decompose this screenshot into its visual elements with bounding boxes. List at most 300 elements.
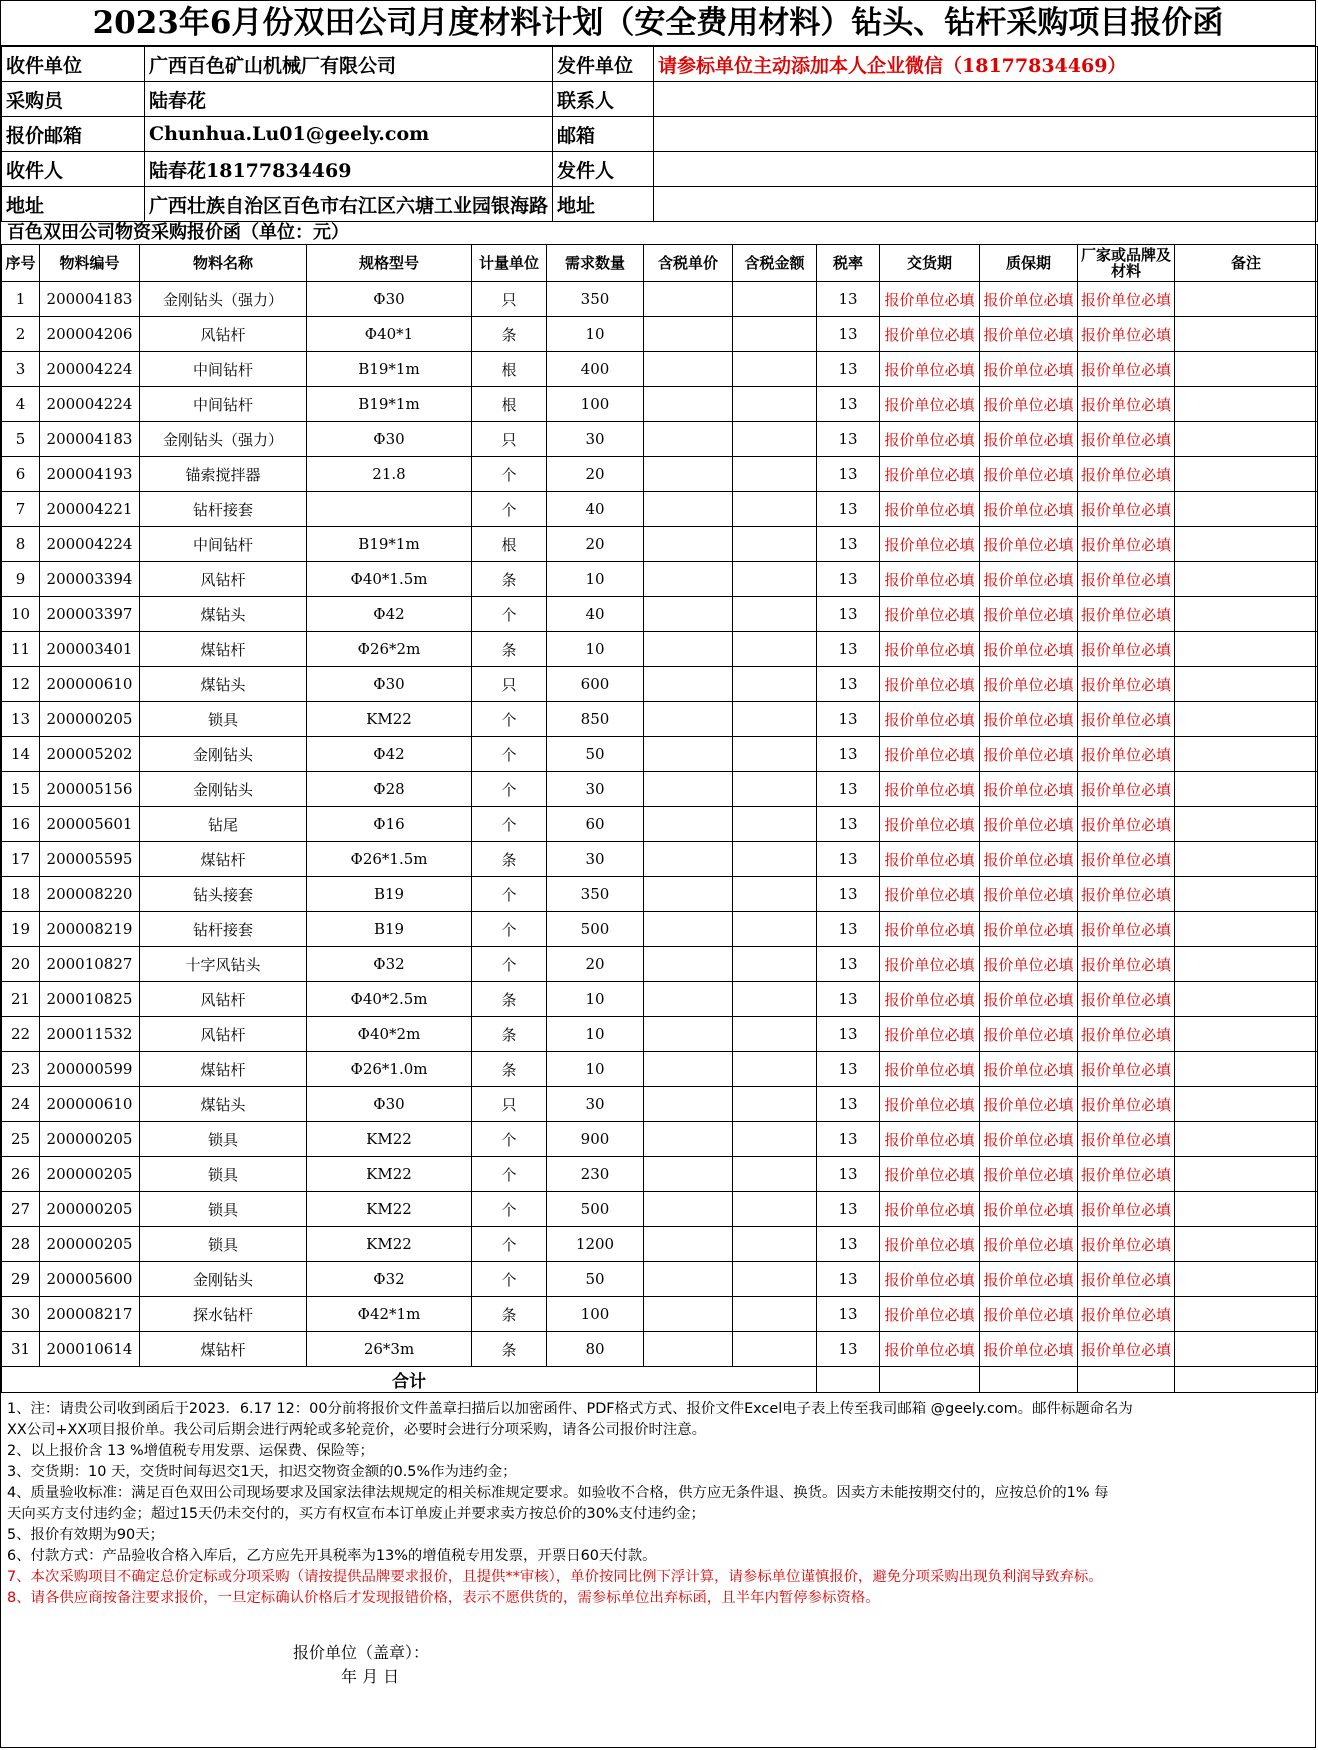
table-cell[interactable]: 报价单位必填 [1078, 1227, 1175, 1262]
table-cell: 13 [817, 1262, 880, 1297]
table-cell[interactable]: 报价单位必填 [1078, 1157, 1175, 1192]
table-cell[interactable] [1175, 1087, 1318, 1122]
table-cell[interactable] [733, 317, 817, 352]
table-cell: 500 [547, 1192, 644, 1227]
table-cell: 13 [817, 527, 880, 562]
table-cell[interactable] [644, 1017, 733, 1052]
table-cell[interactable] [1175, 1297, 1318, 1332]
table-cell[interactable] [1175, 807, 1318, 842]
table-cell: 26 [2, 1157, 40, 1192]
table-cell: 风钻杆 [140, 982, 307, 1017]
table-cell: 10 [547, 317, 644, 352]
table-cell: 锁具 [140, 702, 307, 737]
table-cell[interactable] [733, 1297, 817, 1332]
table-cell[interactable]: 报价单位必填 [980, 877, 1078, 912]
table-cell: 200005595 [40, 842, 140, 877]
table-cell: 30 [547, 772, 644, 807]
table-row [2, 702, 1318, 737]
table-cell[interactable] [1175, 947, 1318, 982]
table-cell[interactable]: 报价单位必填 [980, 807, 1078, 842]
table-cell[interactable] [733, 667, 817, 702]
note-line: 5、报价有效期为90天； [7, 1527, 164, 1543]
table-row [2, 1227, 1318, 1262]
table-cell[interactable]: 报价单位必填 [1078, 422, 1175, 457]
table-cell[interactable] [733, 457, 817, 492]
table-cell[interactable]: 报价单位必填 [1078, 737, 1175, 772]
table-cell[interactable] [1175, 982, 1318, 1017]
table-cell[interactable] [733, 387, 817, 422]
table-cell[interactable]: 报价单位必填 [980, 1157, 1078, 1192]
table-cell[interactable] [644, 772, 733, 807]
table-cell[interactable] [644, 702, 733, 737]
table-cell: 条 [472, 632, 547, 667]
table-cell[interactable]: 报价单位必填 [880, 1087, 980, 1122]
table-cell[interactable] [733, 1192, 817, 1227]
table-cell[interactable] [1175, 352, 1318, 387]
table-cell[interactable]: 报价单位必填 [1078, 982, 1175, 1017]
table-cell[interactable] [644, 527, 733, 562]
buyer-value: 陆春花 [145, 82, 553, 117]
table-cell[interactable] [733, 842, 817, 877]
table-cell[interactable] [644, 842, 733, 877]
table-cell[interactable]: 报价单位必填 [1078, 1192, 1175, 1227]
recipient-unit-label: 收件单位 [2, 47, 145, 82]
table-cell: 16 [2, 807, 40, 842]
table-cell: 只 [472, 422, 547, 457]
table-cell[interactable] [1175, 1262, 1318, 1297]
table-cell[interactable] [733, 1052, 817, 1087]
buyer-label: 采购员 [2, 82, 145, 117]
table-cell: 200000599 [40, 1052, 140, 1087]
table-cell[interactable]: 报价单位必填 [880, 877, 980, 912]
table-cell[interactable] [1175, 1017, 1318, 1052]
table-cell: 21 [2, 982, 40, 1017]
table-cell: 200010827 [40, 947, 140, 982]
table-cell[interactable]: 报价单位必填 [1078, 772, 1175, 807]
table-cell[interactable] [644, 737, 733, 772]
table-cell[interactable]: 报价单位必填 [980, 352, 1078, 387]
table-row [2, 1192, 1318, 1227]
table-cell[interactable] [733, 1227, 817, 1262]
table-cell: 风钻杆 [140, 1017, 307, 1052]
table-row [2, 737, 1318, 772]
table-cell[interactable] [1175, 422, 1318, 457]
table-cell[interactable]: 报价单位必填 [1078, 912, 1175, 947]
table-cell: B19*1m [307, 352, 472, 387]
table-cell[interactable]: 报价单位必填 [880, 1262, 980, 1297]
table-cell: Φ32 [307, 947, 472, 982]
table-cell[interactable] [1175, 912, 1318, 947]
table-cell[interactable] [644, 352, 733, 387]
table-cell: 煤钻杆 [140, 1052, 307, 1087]
table-cell[interactable] [1175, 597, 1318, 632]
table-cell[interactable] [733, 877, 817, 912]
note-line: 2、以上报价含 13 %增值税专用发票、运保费、保险等； [7, 1443, 374, 1459]
table-cell: 1 [2, 282, 40, 317]
table-cell[interactable]: 报价单位必填 [1078, 457, 1175, 492]
table-cell: Φ26*2m [307, 632, 472, 667]
table-cell[interactable] [644, 457, 733, 492]
table-cell[interactable]: 报价单位必填 [980, 1122, 1078, 1157]
table-cell[interactable] [733, 1087, 817, 1122]
table-cell: 条 [472, 982, 547, 1017]
table-cell: 50 [547, 737, 644, 772]
table-cell[interactable] [1175, 527, 1318, 562]
header-info-table [1, 46, 1318, 222]
note-line: XX公司+XX项目报价单。我公司后期会进行两轮或多轮竞价，必要时会进行分项采购，请各公司报价时注意。 [7, 1422, 707, 1438]
table-cell[interactable] [644, 1087, 733, 1122]
table-cell[interactable]: 报价单位必填 [1078, 807, 1175, 842]
column-header: 物料编号 [40, 245, 140, 282]
table-cell[interactable]: 报价单位必填 [880, 1332, 980, 1367]
table-cell[interactable]: 报价单位必填 [880, 1297, 980, 1332]
table-cell: 个 [472, 877, 547, 912]
table-cell[interactable] [1175, 1332, 1318, 1367]
table-cell: 40 [547, 597, 644, 632]
table-cell: 13 [2, 702, 40, 737]
table-cell: 钻头接套 [140, 877, 307, 912]
table-cell[interactable]: 报价单位必填 [1078, 352, 1175, 387]
table-cell[interactable]: 报价单位必填 [1078, 1122, 1175, 1157]
table-cell[interactable] [1175, 317, 1318, 352]
table-cell: 个 [472, 492, 547, 527]
table-cell[interactable]: 报价单位必填 [980, 457, 1078, 492]
table-cell[interactable]: 报价单位必填 [1078, 667, 1175, 702]
table-cell[interactable]: 报价单位必填 [880, 1227, 980, 1262]
table-cell: 28 [2, 1227, 40, 1262]
date-label: 年 月 日 [341, 1667, 400, 1686]
column-header: 备注 [1175, 245, 1318, 282]
table-cell[interactable] [644, 387, 733, 422]
table-cell[interactable]: 报价单位必填 [880, 807, 980, 842]
table-cell: 根 [472, 352, 547, 387]
table-cell: 200000205 [40, 1157, 140, 1192]
table-cell[interactable] [644, 877, 733, 912]
table-cell: 200004183 [40, 422, 140, 457]
table-cell: 13 [817, 842, 880, 877]
table-cell: 金刚钻头（强力） [140, 282, 307, 317]
table-cell[interactable] [644, 912, 733, 947]
table-cell[interactable]: 报价单位必填 [1078, 947, 1175, 982]
table-cell: 条 [472, 1332, 547, 1367]
table-cell[interactable]: 报价单位必填 [980, 1332, 1078, 1367]
receiver-label: 收件人 [2, 152, 145, 187]
table-cell: 条 [472, 1297, 547, 1332]
table-cell[interactable] [1175, 772, 1318, 807]
table-cell: 13 [817, 877, 880, 912]
table-cell[interactable]: 报价单位必填 [880, 1017, 980, 1052]
table-row [2, 527, 1318, 562]
table-cell[interactable] [1175, 842, 1318, 877]
table-cell[interactable] [733, 1332, 817, 1367]
table-cell[interactable] [733, 702, 817, 737]
table-cell: 煤钻杆 [140, 1332, 307, 1367]
table-cell[interactable] [644, 317, 733, 352]
table-cell[interactable] [733, 772, 817, 807]
table-cell[interactable]: 报价单位必填 [1078, 282, 1175, 317]
table-cell: B19 [307, 912, 472, 947]
sender-unit-label: 发件单位 [553, 47, 654, 82]
table-cell[interactable]: 报价单位必填 [880, 632, 980, 667]
table-cell[interactable]: 报价单位必填 [880, 842, 980, 877]
contact-value [654, 82, 1318, 117]
table-cell[interactable]: 报价单位必填 [880, 1122, 980, 1157]
table-cell: 13 [817, 492, 880, 527]
table-cell[interactable]: 报价单位必填 [980, 702, 1078, 737]
table-cell[interactable] [1175, 737, 1318, 772]
table-cell[interactable]: 报价单位必填 [880, 352, 980, 387]
table-cell[interactable]: 报价单位必填 [880, 457, 980, 492]
table-cell[interactable]: 报价单位必填 [980, 387, 1078, 422]
table-cell[interactable] [733, 1122, 817, 1157]
table-cell: Φ30 [307, 667, 472, 702]
table-cell: 200003401 [40, 632, 140, 667]
table-cell[interactable]: 报价单位必填 [1078, 597, 1175, 632]
table-cell[interactable]: 报价单位必填 [880, 282, 980, 317]
table-cell: 10 [547, 1052, 644, 1087]
table-cell: 条 [472, 1017, 547, 1052]
table-cell[interactable] [1175, 492, 1318, 527]
table-cell: Φ30 [307, 282, 472, 317]
table-cell: 14 [2, 737, 40, 772]
table-cell[interactable]: 报价单位必填 [980, 317, 1078, 352]
table-cell[interactable]: 报价单位必填 [980, 947, 1078, 982]
table-cell[interactable]: 报价单位必填 [980, 527, 1078, 562]
table-cell[interactable] [733, 737, 817, 772]
table-cell: 锁具 [140, 1227, 307, 1262]
table-cell[interactable] [733, 282, 817, 317]
table-cell[interactable] [733, 1262, 817, 1297]
table-cell[interactable]: 报价单位必填 [1078, 1017, 1175, 1052]
table-cell[interactable] [1175, 387, 1318, 422]
table-cell[interactable]: 报价单位必填 [880, 1157, 980, 1192]
table-cell[interactable]: 报价单位必填 [1078, 632, 1175, 667]
table-cell[interactable]: 报价单位必填 [880, 1192, 980, 1227]
table-cell[interactable]: 报价单位必填 [880, 527, 980, 562]
table-cell: 3 [2, 352, 40, 387]
table-row [2, 1122, 1318, 1157]
table-cell[interactable] [644, 1157, 733, 1192]
table-cell[interactable]: 报价单位必填 [980, 1262, 1078, 1297]
note-line: 4、质量验收标准：满足百色双田公司现场要求及国家法律法规规定的相关标准规定要求。如验收不合格，供方应无条件退、换货。因卖方未能按期交付的，应按总价的1% 每 [7, 1485, 1109, 1501]
table-cell: 200008217 [40, 1297, 140, 1332]
table-cell[interactable]: 报价单位必填 [980, 562, 1078, 597]
table-cell: 钻杆接套 [140, 912, 307, 947]
table-cell[interactable] [644, 982, 733, 1017]
table-cell[interactable] [1175, 282, 1318, 317]
table-cell[interactable]: 报价单位必填 [980, 912, 1078, 947]
table-cell: 200010614 [40, 1332, 140, 1367]
table-cell[interactable] [733, 807, 817, 842]
table-cell: Φ42 [307, 737, 472, 772]
table-row [2, 597, 1318, 632]
table-cell[interactable] [644, 667, 733, 702]
table-cell[interactable]: 报价单位必填 [880, 562, 980, 597]
table-cell[interactable]: 报价单位必填 [980, 667, 1078, 702]
table-cell[interactable]: 报价单位必填 [1078, 702, 1175, 737]
table-cell[interactable] [733, 352, 817, 387]
table-cell[interactable]: 报价单位必填 [1078, 1297, 1175, 1332]
table-cell[interactable]: 报价单位必填 [1078, 1087, 1175, 1122]
table-cell[interactable] [733, 422, 817, 457]
table-cell[interactable]: 报价单位必填 [880, 667, 980, 702]
table-cell: 200005202 [40, 737, 140, 772]
table-cell[interactable]: 报价单位必填 [980, 422, 1078, 457]
table-cell[interactable]: 报价单位必填 [980, 737, 1078, 772]
table-cell: 21.8 [307, 457, 472, 492]
table-cell[interactable]: 报价单位必填 [1078, 527, 1175, 562]
table-cell: 19 [2, 912, 40, 947]
table-cell[interactable] [1175, 632, 1318, 667]
table-cell[interactable]: 报价单位必填 [880, 737, 980, 772]
table-cell[interactable]: 报价单位必填 [980, 632, 1078, 667]
table-cell: 8 [2, 527, 40, 562]
table-cell[interactable] [733, 527, 817, 562]
table-cell[interactable]: 报价单位必填 [980, 842, 1078, 877]
notes-section [1, 1393, 1315, 1609]
table-cell: 13 [817, 982, 880, 1017]
table-cell[interactable] [733, 632, 817, 667]
note-line: 8、请各供应商按备注要求报价，一旦定标确认价格后才发现报错价格，表示不愿供货的，需参标单位出弃标函，且半年内暂停参标资格。 [7, 1590, 880, 1606]
table-cell[interactable]: 报价单位必填 [1078, 1262, 1175, 1297]
quote-email-value: Chunhua.Lu01@geely.com [145, 117, 553, 152]
table-cell[interactable]: 报价单位必填 [980, 597, 1078, 632]
table-cell[interactable] [644, 807, 733, 842]
table-cell[interactable] [1175, 702, 1318, 737]
table-cell: Φ26*1.5m [307, 842, 472, 877]
table-cell: 风钻杆 [140, 562, 307, 597]
table-cell[interactable] [644, 492, 733, 527]
table-cell[interactable] [1175, 457, 1318, 492]
table-cell: 个 [472, 912, 547, 947]
table-cell[interactable] [644, 1332, 733, 1367]
table-cell[interactable]: 报价单位必填 [980, 1087, 1078, 1122]
table-cell[interactable] [644, 562, 733, 597]
table-cell[interactable]: 报价单位必填 [1078, 387, 1175, 422]
table-cell[interactable] [1175, 562, 1318, 597]
table-cell: Φ16 [307, 807, 472, 842]
table-cell[interactable]: 报价单位必填 [980, 492, 1078, 527]
table-cell: 探水钻杆 [140, 1297, 307, 1332]
table-cell[interactable] [1175, 1227, 1318, 1262]
table-cell[interactable] [733, 1017, 817, 1052]
table-cell: 29 [2, 1262, 40, 1297]
table-cell[interactable] [733, 492, 817, 527]
table-cell[interactable] [1175, 667, 1318, 702]
table-cell[interactable]: 报价单位必填 [980, 1052, 1078, 1087]
table-cell: 200000205 [40, 1227, 140, 1262]
table-cell[interactable] [1175, 1192, 1318, 1227]
table-cell: 13 [817, 807, 880, 842]
table-cell: 13 [817, 387, 880, 422]
table-row [2, 632, 1318, 667]
table-cell: 金刚钻头（强力） [140, 422, 307, 457]
table-cell[interactable]: 报价单位必填 [1078, 1332, 1175, 1367]
recipient-unit-value: 广西百色矿山机械厂有限公司 [145, 47, 553, 82]
table-cell[interactable]: 报价单位必填 [980, 1192, 1078, 1227]
table-cell[interactable] [644, 597, 733, 632]
table-cell[interactable]: 报价单位必填 [1078, 317, 1175, 352]
table-cell[interactable]: 报价单位必填 [880, 1052, 980, 1087]
table-cell[interactable] [644, 1297, 733, 1332]
table-cell[interactable]: 报价单位必填 [980, 1227, 1078, 1262]
table-row [2, 282, 1318, 317]
table-cell[interactable] [733, 912, 817, 947]
materials-table [1, 244, 1318, 1393]
receiver-value: 陆春花18177834469 [145, 152, 553, 187]
table-cell[interactable]: 报价单位必填 [880, 597, 980, 632]
table-cell[interactable] [733, 1157, 817, 1192]
table-cell[interactable] [644, 632, 733, 667]
table-cell[interactable] [644, 1122, 733, 1157]
table-cell[interactable]: 报价单位必填 [880, 422, 980, 457]
table-cell[interactable]: 报价单位必填 [1078, 492, 1175, 527]
table-header-row [2, 245, 1318, 282]
table-cell[interactable] [644, 1262, 733, 1297]
table-cell[interactable] [1175, 1122, 1318, 1157]
table-cell[interactable] [644, 422, 733, 457]
table-cell[interactable]: 报价单位必填 [880, 387, 980, 422]
note-line: 3、交货期：10 天，交货时间每迟交1天，扣迟交物资金额的0.5%作为违约金； [7, 1464, 517, 1480]
table-cell: 7 [2, 492, 40, 527]
table-cell[interactable] [1175, 1157, 1318, 1192]
table-cell[interactable] [644, 947, 733, 982]
table-cell[interactable]: 报价单位必填 [980, 772, 1078, 807]
table-cell: 个 [472, 1192, 547, 1227]
table-cell: 13 [817, 562, 880, 597]
table-cell[interactable] [733, 982, 817, 1017]
table-cell: Φ40*1.5m [307, 562, 472, 597]
table-cell[interactable] [644, 1052, 733, 1087]
table-cell[interactable]: 报价单位必填 [880, 947, 980, 982]
table-cell: 个 [472, 1157, 547, 1192]
table-cell[interactable] [733, 947, 817, 982]
table-row [2, 317, 1318, 352]
table-cell[interactable]: 报价单位必填 [880, 772, 980, 807]
table-cell[interactable]: 报价单位必填 [880, 912, 980, 947]
address2-value [654, 187, 1318, 222]
column-header: 需求数量 [547, 245, 644, 282]
table-cell[interactable]: 报价单位必填 [880, 317, 980, 352]
table-cell[interactable]: 报价单位必填 [980, 1017, 1078, 1052]
table-cell[interactable]: 报价单位必填 [1078, 842, 1175, 877]
table-cell: 中间钻杆 [140, 352, 307, 387]
column-header: 计量单位 [472, 245, 547, 282]
table-row [2, 982, 1318, 1017]
table-cell[interactable] [644, 1192, 733, 1227]
table-cell[interactable]: 报价单位必填 [880, 492, 980, 527]
table-cell[interactable]: 报价单位必填 [980, 282, 1078, 317]
table-cell: 只 [472, 1087, 547, 1122]
table-cell[interactable]: 报价单位必填 [1078, 562, 1175, 597]
table-cell[interactable] [733, 562, 817, 597]
table-row [2, 387, 1318, 422]
table-cell[interactable]: 报价单位必填 [980, 982, 1078, 1017]
table-cell[interactable] [1175, 877, 1318, 912]
table-cell[interactable]: 报价单位必填 [1078, 877, 1175, 912]
table-cell[interactable]: 报价单位必填 [1078, 1052, 1175, 1087]
table-cell[interactable]: 报价单位必填 [880, 702, 980, 737]
table-cell[interactable]: 报价单位必填 [880, 982, 980, 1017]
table-cell[interactable] [644, 1227, 733, 1262]
table-cell[interactable] [644, 282, 733, 317]
table-cell[interactable] [1175, 1052, 1318, 1087]
table-cell: 30 [2, 1297, 40, 1332]
table-cell: 锁具 [140, 1157, 307, 1192]
table-cell[interactable] [733, 597, 817, 632]
table-cell[interactable]: 报价单位必填 [980, 1297, 1078, 1332]
table-row [2, 492, 1318, 527]
